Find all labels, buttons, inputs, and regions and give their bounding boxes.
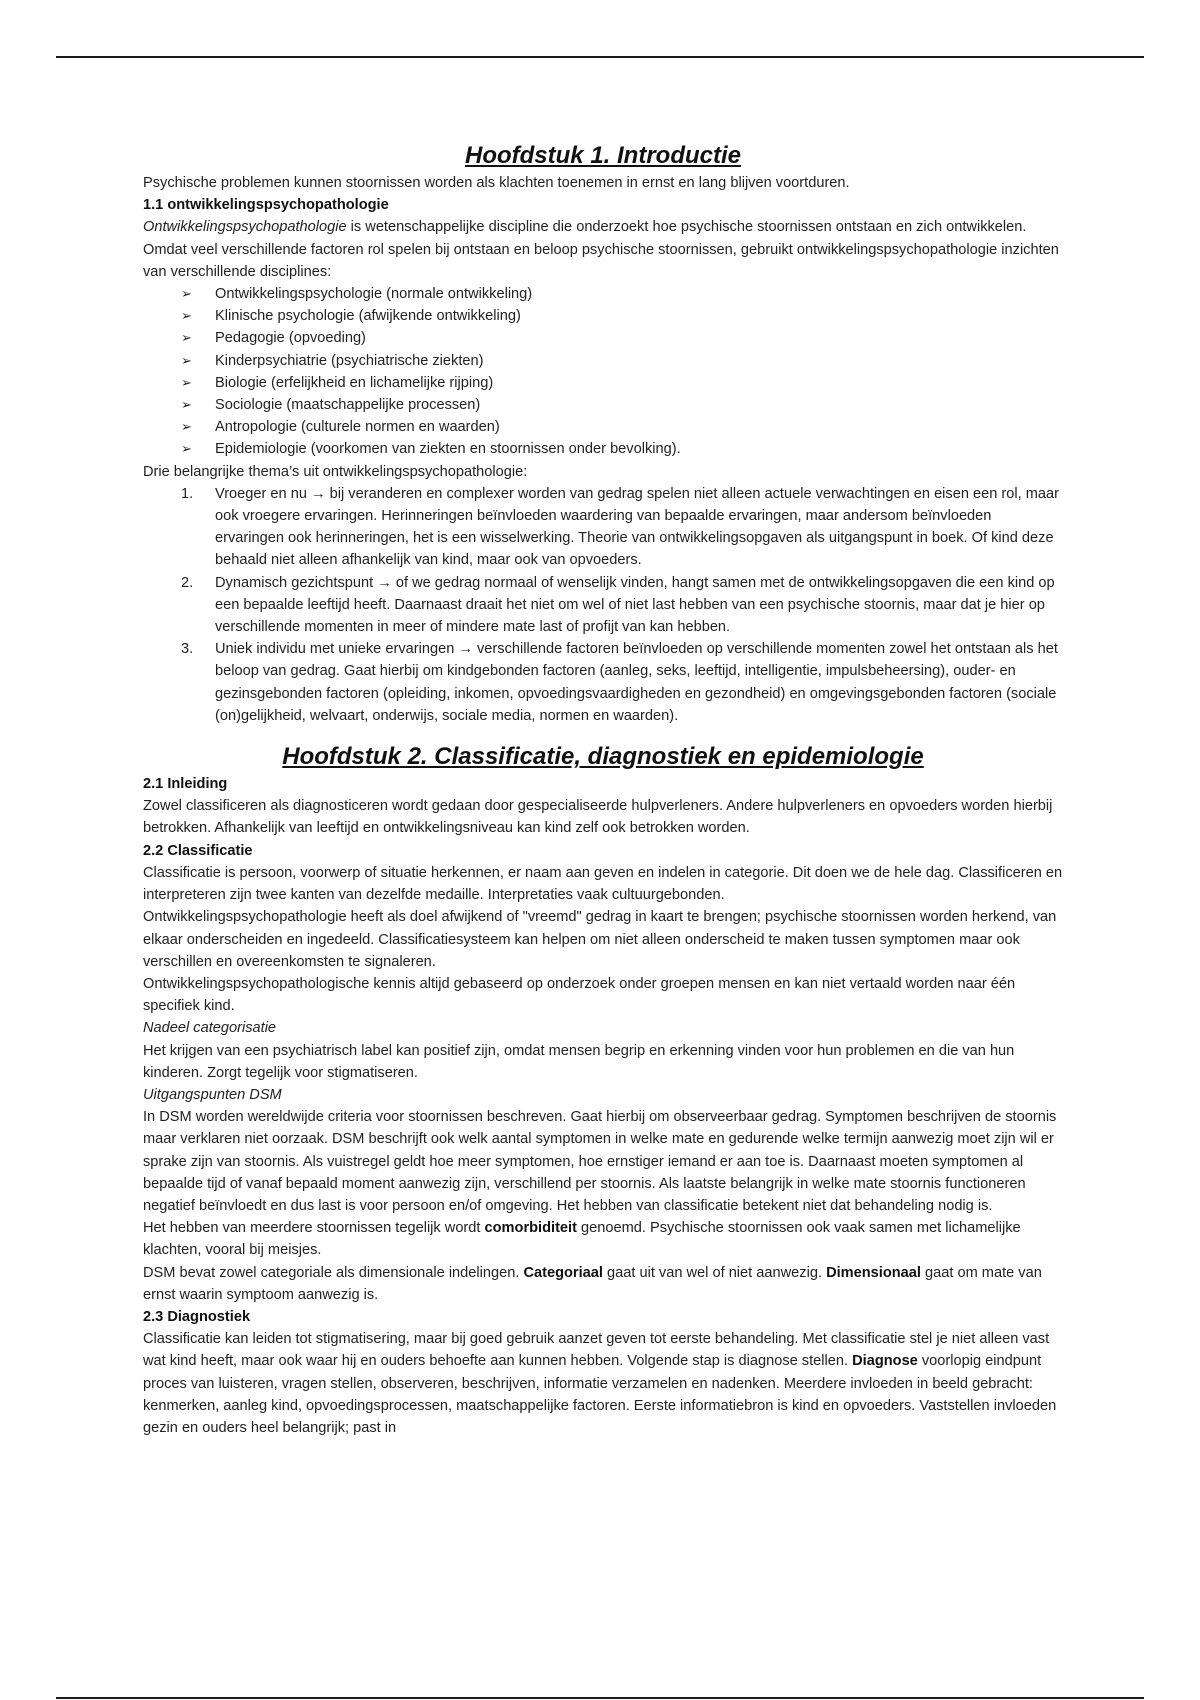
themes-intro: Drie belangrijke thema’s uit ontwikkelingspsychopathologie: (143, 463, 528, 480)
arrow-bullet-icon: ➢ (181, 374, 192, 390)
term-dimensionaal: Dimensionaal (826, 1264, 921, 1281)
arrow-bullet-icon: ➢ (181, 441, 192, 457)
paragraph-diagnose: Classificatie kan leiden tot stigmatisering, maar bij goed gebruik aanzet geven tot eerste behandeling. Met classificatie stel je niet alleen vast wat kind heeft, maar ook waar hij en ouders behoefte aan kunnen hebben. Volgende stap is diagnose stellen. Diagnose voorlopig eindpunt proces van luisteren, vragen stellen, observeren, beschrijven, informatie verzamelen en nadenken. Meerdere invloeden in beeld gebracht: kenmerken, aanleg kind, opvoedingsprocessen, maatschappelijke factoren. Eerste informatiebron is kind en opvoeders. Vaststellen invloeden gezin en ouders heel belangrijk; past in (143, 1331, 1057, 1436)
arrow-bullet-icon: ➢ (181, 352, 192, 368)
arrow-bullet-icon: ➢ (181, 286, 192, 302)
paragraph: Classificatie is persoon, voorwerp of situatie herkennen, er naam aan geven en indelen in categorie. Dit doen we de hele dag. Classificeren en interpreteren zijn twee kanten van dezelfde medaille. Interpretaties vaak cultuurgebonden. (143, 864, 1063, 904)
section-2-2-heading: 2.2 Classificatie (143, 842, 253, 859)
paragraph: In DSM worden wereldwijde criteria voor stoornissen beschreven. Gaat hierbij om observeerbaar gedrag. Symptomen beschrijven de stoornis maar verklaren niet oorzaak. DSM beschrijft ook welk aantal symptomen in welke mate en gedurende welke termijn aanwezig moet zijn wil er sprake zijn van stoornis. Als vuistregel geldt hoe meer symptomen, hoe ernstiger iemand er aan toe is. Daarnaast moeten symptomen al bepaalde tijd of vanaf bepaald moment aanwezig zijn, verschillend per stoornis. Als laatste belangrijk in welke mate stoornis functioneren negatief beïnvloedt en dus last is voor persoon en/of omgeving. Het hebben van classificatie betekent niet dat behandeling nodig is. (143, 1109, 1057, 1214)
section-2-1-text: Zowel classificeren als diagnosticeren wordt gedaan door gespecialiseerde hulpverleners. Andere hulpverleners en opvoeders worden hierbij betrokken. Afhankelijk van leeftijd en ontwikkelingsniveau kan kind zelf ook betrokken worden. (143, 798, 1053, 837)
paragraph: Ontwikkelingspsychopathologie heeft als doel afwijkend of "vreemd" gedrag in kaart te brengen; psychische stoornissen worden herkend, van elkaar onderscheiden en ingedeeld. Classificatiesysteem kan helpen om niet alleen onderscheid te maken tussen symptomen maar ook verschillen en overeenkomsten te signaleren. (143, 909, 1057, 970)
chapter-2-title: Hoofdstuk 2. Classificatie, diagnostiek en epidemiologie (282, 743, 924, 771)
term-ontwikkelingspsychopathologie: Ontwikkelingspsychopathologie (143, 219, 347, 236)
paragraph: Ontwikkelingspsychopathologische kennis altijd gebaseerd op onderzoek onder groepen mensen en kan niet vertaald worden naar één specifiek kind. (143, 975, 1016, 1015)
list-item: ➢ Klinische psychologie (afwijkende ontwikkeling) (143, 305, 1063, 327)
list-item: ➢ Antropologie (culturele normen en waarden) (143, 416, 1063, 438)
header-rule (56, 56, 1144, 58)
paragraph-indelingen: DSM bevat zowel categoriale als dimensionale indelingen. Categoriaal gaat uit van wel of niet aanwezig. Dimensionaal gaat om mate van ernst waarin symptoom aanwezig is. (143, 1264, 1042, 1303)
subheading-uitgangspunten-dsm: Uitgangspunten DSM (143, 1086, 282, 1103)
arrow-bullet-icon: ➢ (181, 308, 192, 324)
section-1-1-text: is wetenschappelijke discipline die onderzoekt hoe psychische stoornissen ontstaan en zich ontwikkelen. Omdat veel verschillende factoren rol spelen bij ontstaan en beloop psychische stoornissen, gebruikt ontwikkelingspsychopathologie inzichten van verschillende disciplines: (143, 219, 1059, 280)
list-item: ➢ Epidemiologie (voorkomen van ziekten en stoornissen onder bevolking). (143, 438, 1063, 460)
term-categoriaal: Categoriaal (523, 1264, 603, 1281)
list-item: ➢ Kinderpsychiatrie (psychiatrische ziekten) (143, 350, 1063, 372)
list-item: ➢ Biologie (erfelijkheid en lichamelijke rijping) (143, 372, 1063, 394)
disciplines-list (143, 283, 1063, 461)
list-item: ➢ Pedagogie (opvoeding) (143, 327, 1063, 349)
chapter-1-title: Hoofdstuk 1. Introductie (465, 142, 741, 169)
list-item: 1. Vroeger en nu → bij veranderen en complexer worden van gedrag spelen niet alleen actuele verwachtingen en eisen een rol, maar ook vroegere ervaringen. Herinneringen beïnvloeden waardering van bepaalde ervaringen, maar andersom beïnvloeden ervaringen ook herinneringen, het is een wisselwerking. Theorie van ontwikkelingsopgaven als uitgangspunt in boek. Of kind deze behaald niet alleen afhankelijk van kind, maar ook van opvoeders. (181, 485, 1059, 569)
section-2-1-heading: 2.1 Inleiding (143, 776, 228, 793)
arrow-bullet-icon: ➢ (181, 397, 192, 413)
arrow-bullet-icon: ➢ (181, 330, 192, 346)
list-item: ➢ Ontwikkelingspsychologie (normale ontwikkeling) (143, 283, 1063, 305)
list-item: 3. Uniek individu met unieke ervaringen → verschillende factoren beïnvloeden op verschillende momenten zowel het ontstaan als het beloop van gedrag. Gaat hierbij om kindgebonden factoren (aanleg, seks, leeftijd, intelligentie, impulsbeheersing), ouder- en gezinsgebonden factoren (opleiding, inkomen, opvoedingsvaardigheden en gezondheid) en omgevingsgebonden factoren (sociale (on)gelijkheid, welvaart, onderwijs, sociale media, normen en waarden). (181, 641, 1058, 724)
section-2-3-heading: 2.3 Diagnostiek (143, 1308, 251, 1325)
term-comorbiditeit: comorbiditeit (484, 1220, 577, 1237)
paragraph-comorbiditeit: Het hebben van meerdere stoornissen tegelijk wordt comorbiditeit genoemd. Psychische stoornissen ook vaak samen met lichamelijke klachten, vooral bij meisjes. (143, 1220, 1021, 1259)
arrow-bullet-icon: ➢ (181, 419, 192, 435)
term-diagnose: Diagnose (852, 1353, 918, 1370)
themes-list (143, 483, 1063, 727)
list-item: 2. Dynamisch gezichtspunt → of we gedrag normaal of wenselijk vinden, hangt samen met de ontwikkelingsopgaven die een kind op een bepaalde leeftijd heeft. Daarnaast draait het niet om wel of niet last hebben van een psychische stoornis, maar dat je hier op verschillende momenten in meer of mindere mate last of profijt van kan hebben. (181, 574, 1055, 636)
footer-rule (56, 1697, 1144, 1699)
paragraph: Het krijgen van een psychiatrisch label kan positief zijn, omdat mensen begrip en erkenning vinden voor hun problemen en die van hun kinderen. Zorgt tegelijk voor stigmatiseren. (143, 1042, 1015, 1081)
subheading-nadeel-categorisatie: Nadeel categorisatie (143, 1020, 277, 1037)
chapter-1-intro: Psychische problemen kunnen stoornissen worden als klachten toenemen in ernst en lang blijven voortduren. (143, 175, 850, 191)
section-1-1-heading: 1.1 ontwikkelingspsychopathologie (143, 197, 389, 214)
section-1-1-paragraph (143, 216, 1063, 283)
list-item: ➢ Sociologie (maatschappelijke processen) (143, 394, 1063, 416)
document-body (143, 140, 1063, 1439)
